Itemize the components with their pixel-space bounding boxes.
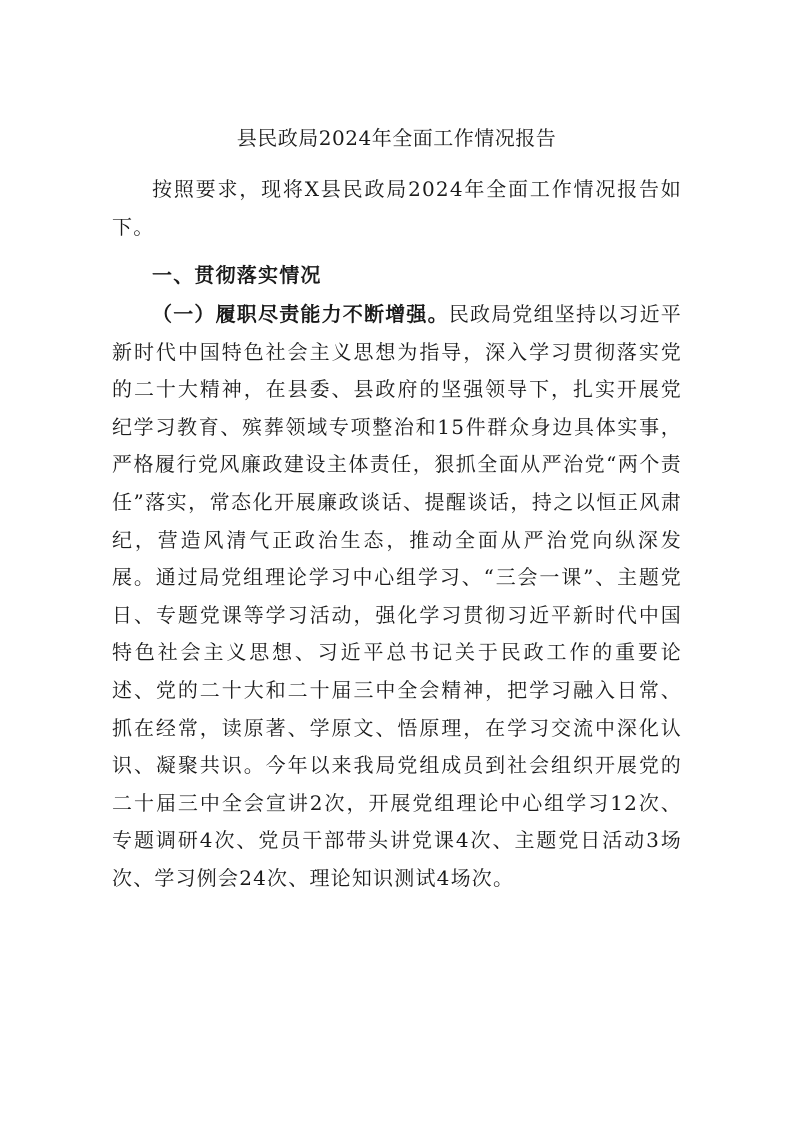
subsection-body: 民政局党组坚持以习近平新时代中国特色社会主义思想为指导，深入学习贯彻落实党的二十大精神，在县委、县政府的坚强领导下，扎实开展党纪学习教育、殡葬领域专项整治和15件群众身边具体实事，严格履行党风廉政建设主体责任，狠抓全面从严治党“两个责任”落实，常态化开展廉政谈话、提醒谈话，持之以恒正风肃纪，营造风清气正政治生态，推动全面从严治党向纵深发展。通过局党组理论学习中心组学习、“三会一课”、主题党日、专题党课等学习活动，强化学习贯彻习近平新时代中国特色社会主义思想、习近平总书记关于民政工作的重要论述、党的二十大和二十届三中全会精神，把学习融入日常、抓在经常，读原著、学原文、悟原理，在学习交流中深化认识、凝聚共识。今年以来我局党组成员到社会组织开展党的二十届三中全会宣讲2次，开展党组理论中心组学习12次、专题调研4次、党员干部带头讲党课4次、主题党日活动3场次、学习例会24次、理论知识测试4场次。 — [112, 302, 683, 890]
document-title: 县民政局2024年全面工作情况报告 — [236, 126, 557, 150]
intro-paragraph: 按照要求，现将X县民政局2024年全面工作情况报告如下。 — [112, 177, 682, 239]
body-paragraph — [112, 296, 682, 898]
subsection-lead: （一）履职尽责能力不断增强。 — [152, 302, 449, 326]
section-heading: 一、贯彻落实情况 — [152, 263, 322, 287]
